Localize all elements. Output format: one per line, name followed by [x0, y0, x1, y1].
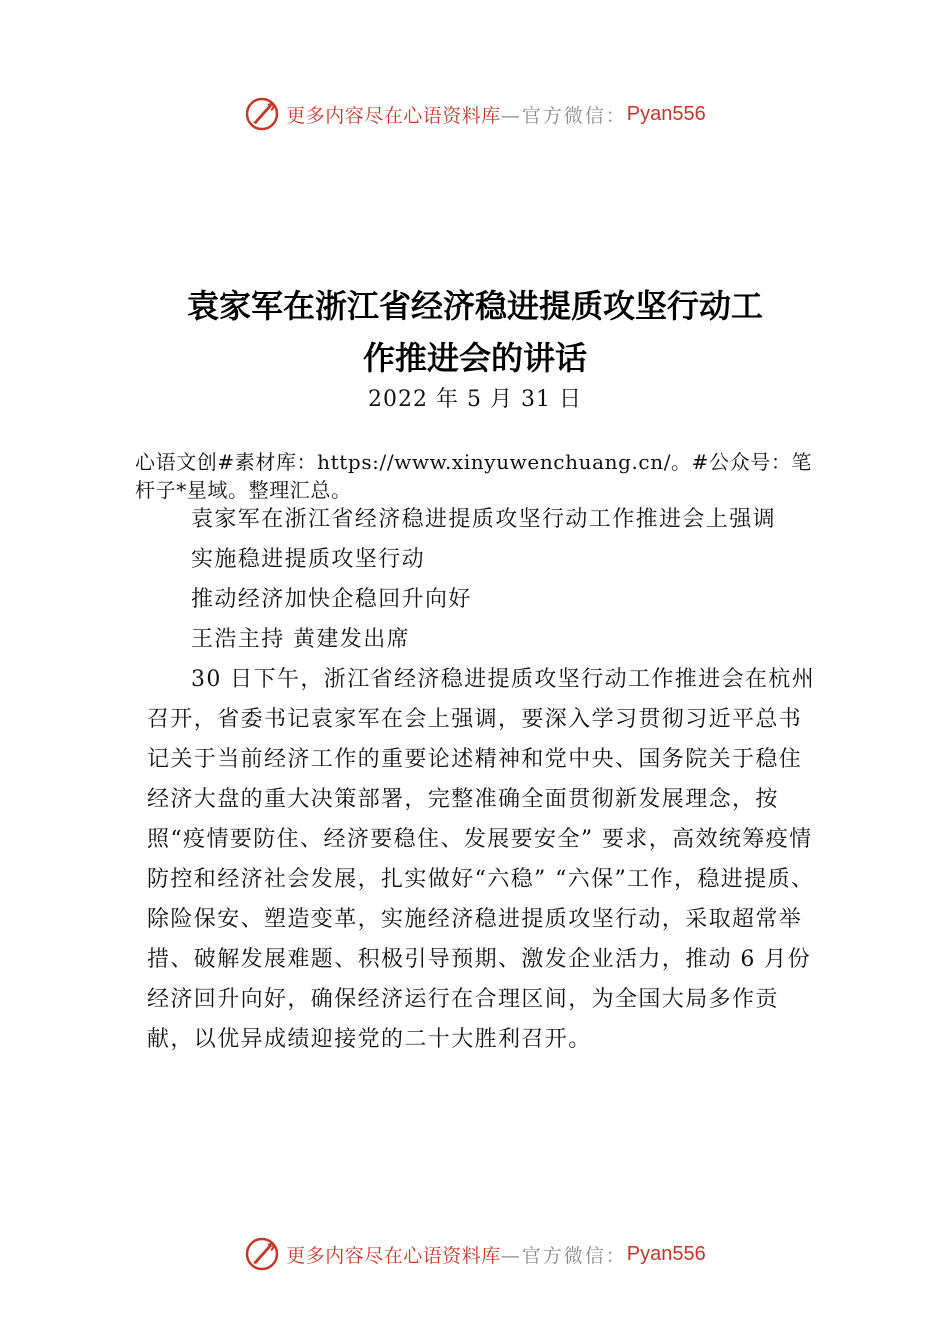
- body-paragraph: 30 日下午，浙江省经济稳进提质攻坚行动工作推进会在杭州召开，省委书记袁家军在会上强调，要深入学习贯彻习近平总书记关于当前经济工作的重要论述精神和党中央、国务院关于稳住经济大盘的重大决策部署，完整准确全面贯彻新发展理念，按照“疫情要防住、经济要稳住、发展要安全” 要求，高效统筹疫情防控和经济社会发展，扎实做好“六稳” “六保”工作，稳进提质、除险保安、塑造变革，实施经济稳进提质攻坚行动，采取超常举措、破解发展难题、积极引导预期、激发企业活力，推动 6 月份经济回升向好，确保经济运行在合理区间，为全国大局多作贡献，以优异成绩迎接党的二十大胜利召开。: [147, 667, 816, 1052]
- body-paragraph: 袁家军在浙江省经济稳进提质攻坚行动工作推进会上强调: [191, 507, 777, 532]
- banner-separator: —官方微信：: [500, 104, 627, 127]
- body-paragraph: 王浩主持 黄建发出席: [191, 627, 410, 652]
- banner-wechat-id: Pyan556: [626, 1242, 706, 1265]
- document-body: [147, 500, 817, 1060]
- body-paragraph: 实施稳进提质攻坚行动: [191, 547, 426, 572]
- source-note: 心语文创#素材库：https://www.xinyuwenchuang.cn/。#公众号：笔杆子*星域。整理汇总。: [135, 450, 813, 502]
- banner-wechat-id: Pyan556: [626, 102, 706, 125]
- banner-slogan: 更多内容尽在心语资料库: [286, 1244, 501, 1267]
- title-line-2: 作推进会的讲话: [362, 339, 587, 377]
- footer-banner: [0, 1232, 950, 1276]
- banner-slogan: 更多内容尽在心语资料库: [286, 104, 501, 127]
- banner-separator: —官方微信：: [500, 1244, 627, 1267]
- title-line-1: 袁家军在浙江省经济稳进提质攻坚行动工: [186, 287, 763, 325]
- quill-seal-logo-icon: [244, 1236, 280, 1272]
- quill-seal-logo-icon: [244, 96, 280, 132]
- header-banner: [0, 92, 950, 136]
- document-date: 2022 年 5 月 31 日: [368, 387, 582, 412]
- document-title: [100, 280, 850, 384]
- body-paragraph: 推动经济加快企稳回升向好: [191, 587, 472, 612]
